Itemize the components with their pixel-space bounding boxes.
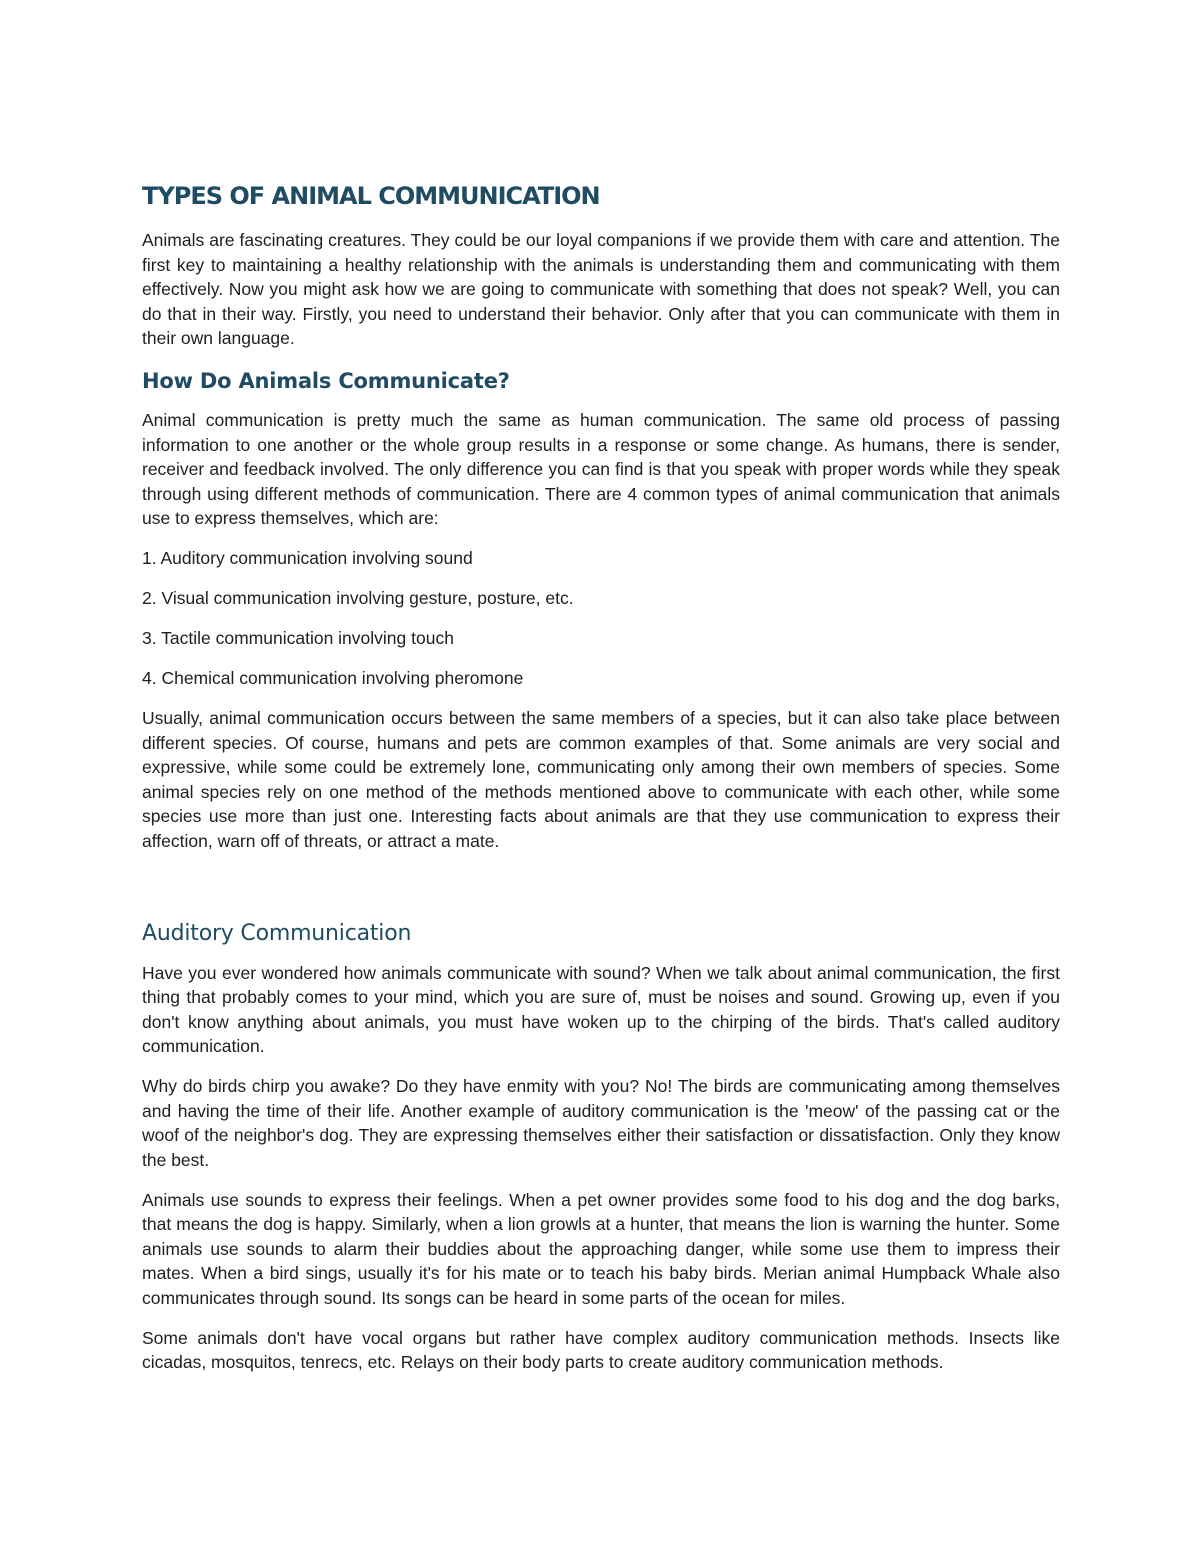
section2-paragraph: Animals use sounds to express their feelings. When a pet owner provides some food to his dog and the dog barks, that means the dog is happy. Similarly, when a lion growls at a hunter, that means the lion is warning the hunter. Some animals use sounds to alarm their buddies about the approaching danger, while some use them to impress their mates. When a bird sings, usually it's for his mate or to teach his baby birds. Merian animal Humpback Whale also communicates through sound. Its songs can be heard in some parts of the ocean for miles. — [142, 1189, 1060, 1308]
list-item: 2. Visual communication involving gesture, posture, etc. — [142, 588, 574, 608]
section2-paragraph: Some animals don't have vocal organs but rather have complex auditory communication methods. Insects like cicadas, mosquitos, tenrecs, etc. Relays on their body parts to create auditory communication methods. — [142, 1327, 1060, 1372]
document-page — [142, 180, 1060, 1390]
document-title: TYPES OF ANIMAL COMMUNICATION — [142, 182, 600, 210]
section-heading-how-animals-communicate: How Do Animals Communicate? — [142, 369, 510, 393]
section-spacer — [142, 869, 1060, 919]
section-heading-auditory-communication: Auditory Communication — [142, 920, 412, 946]
communication-types-list — [142, 546, 1060, 691]
section1-paragraph: Animal communication is pretty much the same as human communication. The same old process of passing information to one another or the whole group results in a response or some change. As humans, there is sender, receiver and feedback involved. The only difference you can find is that you speak with proper words while they speak through using different methods of communication. There are 4 common types of animal communication that animals use to express themselves, which are: — [142, 410, 1060, 528]
list-item: 3. Tactile communication involving touch — [142, 628, 454, 648]
section2-paragraph: Have you ever wondered how animals communicate with sound? When we talk about animal communication, the first thing that probably comes to your mind, which you are sure of, must be noises and sound. Growing up, even if you don't know anything about animals, you must have woken up to the chirping of the birds. That's called auditory communication. — [142, 962, 1060, 1056]
section1-paragraph: Usually, animal communication occurs between the same members of a species, but it can also take place between different species. Of course, humans and pets are common examples of that. Some animals are very social and expressive, while some could be extremely lone, communicating only among their own members of species. Some animal species rely on one method of the methods mentioned above to communicate with each other, while some species use more than just one. Interesting facts about animals are that they use communication to express their affection, warn off of threats, or attract a mate. — [142, 708, 1060, 851]
list-item: 4. Chemical communication involving pheromone — [142, 668, 524, 688]
list-item: 1. Auditory communication involving sound — [142, 548, 473, 568]
section2-paragraph: Why do birds chirp you awake? Do they have enmity with you? No! The birds are communicating among themselves and having the time of their life. Another example of auditory communication is the 'meow' of the passing cat or the woof of the neighbor's dog. They are expressing themselves either their satisfaction or dissatisfaction. Only they know the best. — [142, 1076, 1060, 1170]
intro-paragraph: Animals are fascinating creatures. They could be our loyal companions if we provide them with care and attention. The first key to maintaining a healthy relationship with the animals is understanding them and communicating with them effectively. Now you might ask how we are going to communicate with something that does not speak? Well, you can do that in their way. Firstly, you need to understand their behavior. Only after that you can communicate with them in their own language. — [142, 230, 1060, 348]
